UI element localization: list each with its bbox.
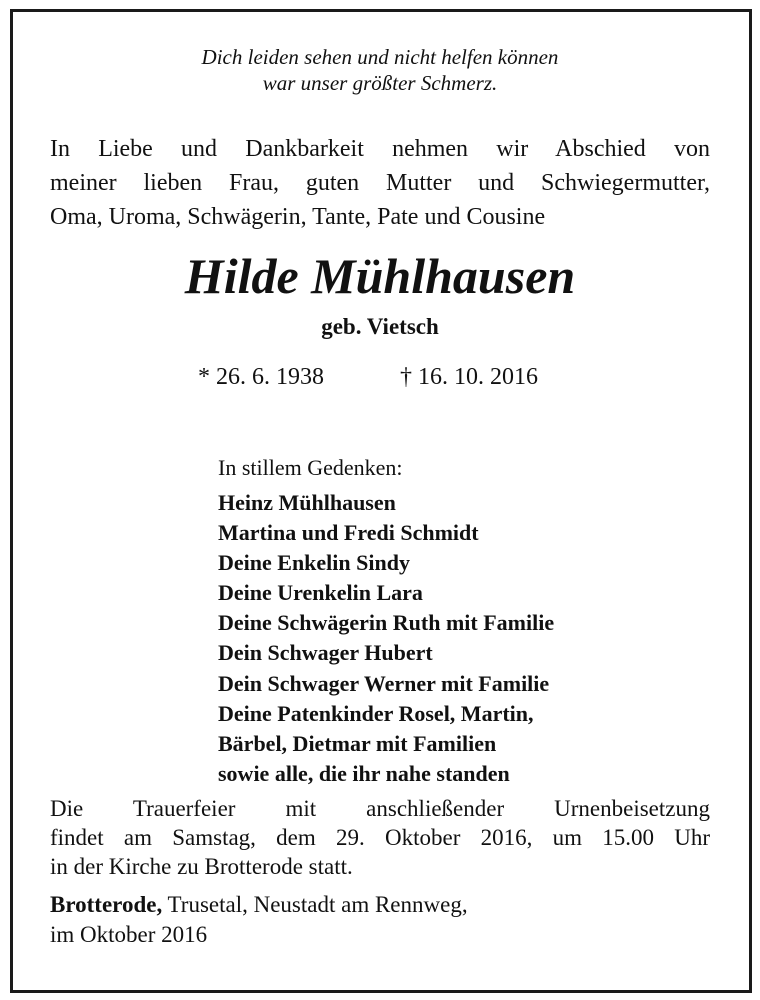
mourner: Bärbel, Dietmar mit Familien [218, 730, 497, 756]
intro-line-1: In Liebe und Dankbarkeit nehmen wir Abschied von [50, 136, 710, 162]
place-and-date [50, 890, 710, 950]
funeral-notice [50, 794, 710, 881]
funeral-line-1: Die Trauerfeier mit anschließender Urnenbeisetzung [50, 796, 710, 821]
mourner: Dein Schwager Werner mit Familie [218, 670, 550, 696]
mourner: Deine Schwägerin Ruth mit Familie [218, 610, 555, 636]
motto-line-2: war unser größter Schmerz. [262, 71, 498, 95]
birth-date: * 26. 6. 1938 [198, 364, 324, 390]
funeral-line-2: findet am Samstag, dem 29. Oktober 2016, um 15.00 Uhr [50, 825, 710, 850]
funeral-line-3: in der Kirche zu Brotterode statt. [50, 854, 353, 879]
mourners-heading: In stillem Gedenken: [218, 455, 403, 480]
mourner: Martina und Fredi Schmidt [218, 520, 479, 546]
mourner: Deine Urenkelin Lara [218, 580, 423, 606]
place-town: Brotterode, [50, 892, 163, 917]
mourner: sowie alle, die ihr nahe standen [218, 760, 510, 786]
death-date: † 16. 10. 2016 [400, 364, 538, 390]
mourners-list [218, 488, 554, 789]
motto-line-1: Dich leiden sehen und nicht helfen können [201, 45, 559, 69]
mourner: Deine Patenkinder Rosel, Martin, [218, 700, 534, 726]
place-others: Trusetal, Neustadt am Rennweg, [162, 892, 468, 917]
place-line [50, 890, 710, 920]
mourner: Deine Enkelin Sindy [218, 550, 410, 576]
deceased-name: Hilde Mühlhausen [184, 248, 576, 304]
intro-line-3: Oma, Uroma, Schwägerin, Tante, Pate und Cousine [50, 204, 546, 230]
mourner: Dein Schwager Hubert [218, 640, 433, 666]
mourner: Heinz Mühlhausen [218, 490, 396, 515]
intro-text [50, 132, 710, 234]
intro-line-2: meiner lieben Frau, guten Mutter und Schwiegermutter, [50, 170, 710, 196]
birth-name: geb. Vietsch [321, 314, 439, 339]
notice-date: im Oktober 2016 [50, 922, 208, 947]
motto [0, 44, 760, 96]
